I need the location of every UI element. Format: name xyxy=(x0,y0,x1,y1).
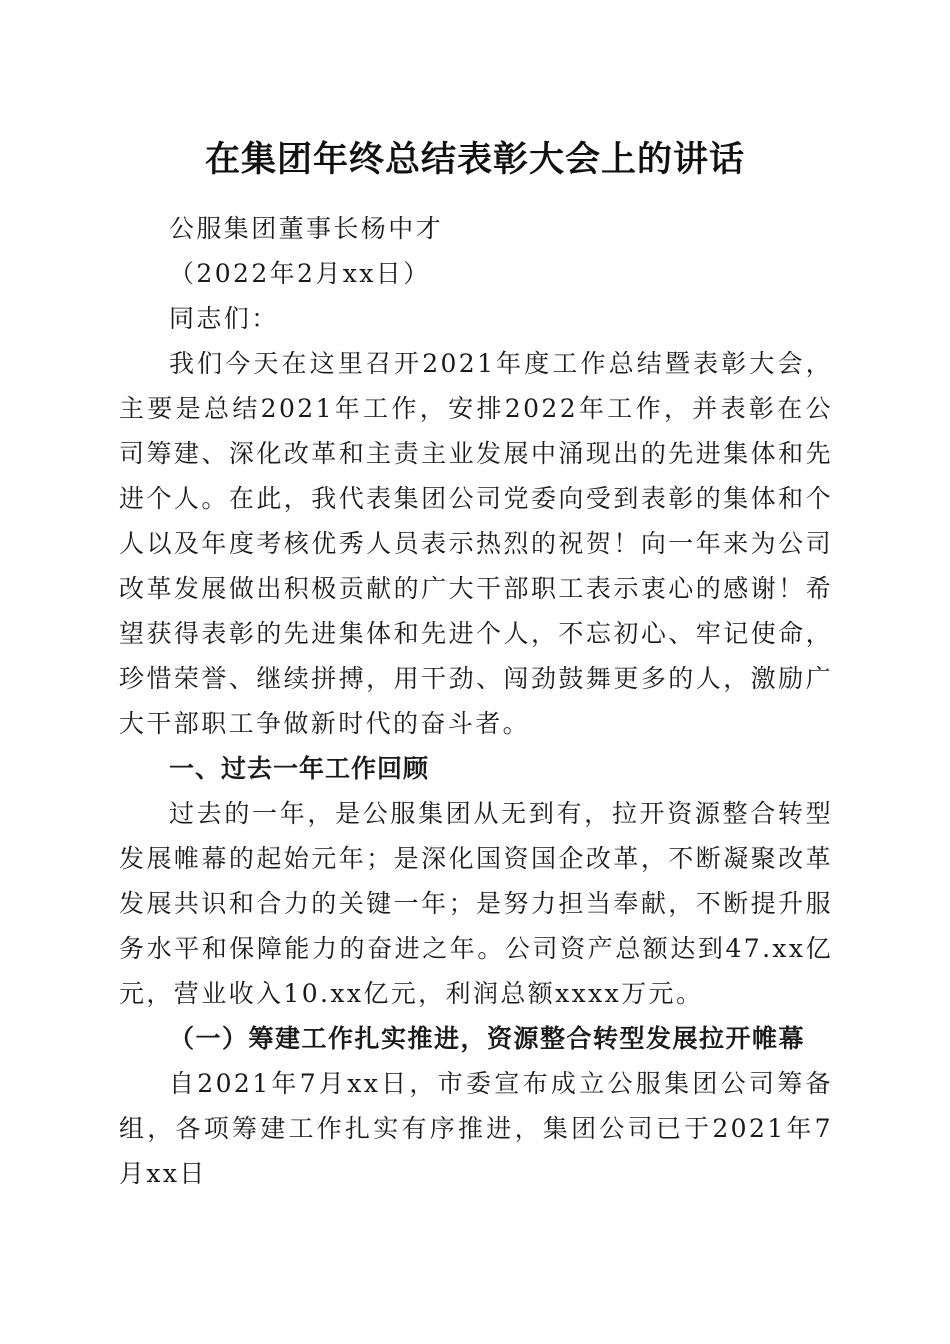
subsection-paragraph: 自2021年7月xx日，市委宣布成立公服集团公司筹备组，各项筹建工作扎实有序推进，集团公司已于2021年7月xx日 xyxy=(119,1069,833,1188)
date-line: （2022年2月xx日） xyxy=(169,259,431,288)
section-paragraph: 过去的一年，是公服集团从无到有，拉开资源整合转型发展帷幕的起始元年；是深化国资国企改革，不断凝聚改革发展共识和合力的关键一年；是努力担当奉献，不断提升服务水平和保障能力的奋进之年。公司资产总额达到47.xx亿元，营业收入10.xx亿元，利润总额xxxx万元。 xyxy=(119,799,833,1008)
salutation: 同志们： xyxy=(169,304,279,333)
subsection-heading: （一）筹建工作扎实推进，资源整合转型发展拉开帷幕 xyxy=(169,1024,806,1053)
document-title: 在集团年终总结表彰大会上的讲话 xyxy=(204,139,745,180)
section-heading: 一、过去一年工作回顾 xyxy=(169,754,430,783)
document-body xyxy=(119,206,833,1196)
intro-paragraph: 我们今天在这里召开2021年度工作总结暨表彰大会，主要是总结2021年工作，安排2022年工作，并表彰在公司筹建、深化改革和主责主业发展中涌现出的先进集体和先进个人。在此，我代表集团公司党委向受到表彰的集体和个人以及年度考核优秀人员表示热烈的祝贺！向一年来为公司改革发展做出积极贡献的广大干部职工表示衷心的感谢！希望获得表彰的先进集体和先进个人，不忘初心、牢记使命，珍惜荣誉、继续拼搏，用干劲、闯劲鼓舞更多的人，激励广大干部职工争做新时代的奋斗者。 xyxy=(119,349,833,738)
speaker-line: 公服集团董事长杨中才 xyxy=(169,214,444,243)
